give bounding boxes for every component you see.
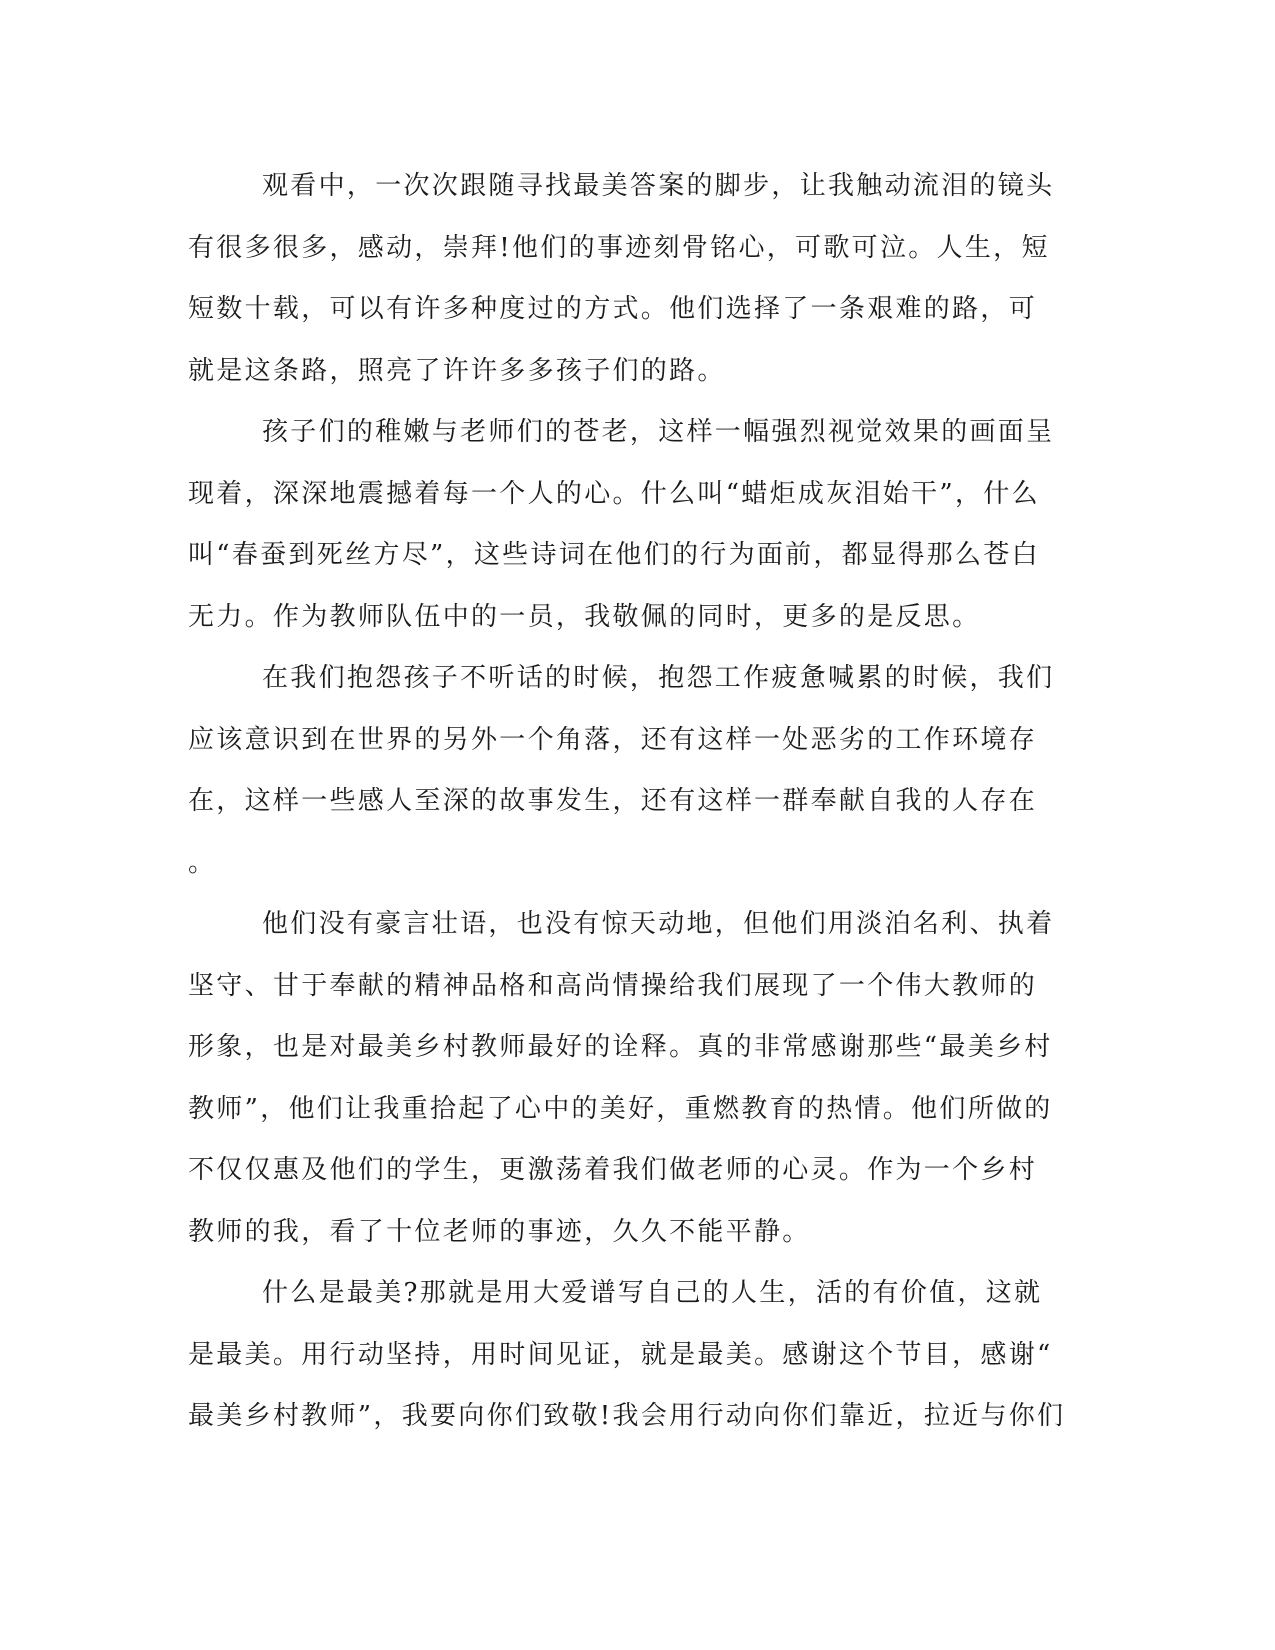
text-line: 什么是最美?那就是用大爱谱写自己的人生，活的有价值，这就 <box>262 1278 1043 1308</box>
text-line: 在我们抱怨孩子不听话的时候，抱怨工作疲惫喊累的时候，我们 <box>262 663 1055 693</box>
text-line: 教师的我，看了十位老师的事迹，久久不能平静。 <box>188 1216 811 1247</box>
text-line: 就是这条路，照亮了许许多多孩子们的路。 <box>188 355 726 386</box>
text-line: 坚守、甘于奉献的精神品格和高尚情操给我们展现了一个伟大教师的 <box>188 970 1038 1001</box>
text-line: 在，这样一些感人至深的故事发生，还有这样一群奉献自我的人存在 <box>188 786 1038 816</box>
document-body <box>188 156 1073 1448</box>
text-line: 不仅仅惠及他们的学生，更激荡着我们做老师的心灵。作为一个乡村 <box>188 1155 1038 1185</box>
text-line: 形象，也是对最美乡村教师最好的诠释。真的非常感谢那些“最美乡村 <box>188 1032 1053 1062</box>
text-line: 孩子们的稚嫩与老师们的苍老，这样一幅强烈视觉效果的画面呈 <box>262 417 1055 447</box>
text-line: 有很多很多，感动，崇拜!他们的事迹刻骨铭心，可歌可泣。人生，短 <box>188 232 1050 263</box>
text-line: 叫“春蚕到死丝方尽”，这些诗词在他们的行为面前，都显得那么苍白 <box>188 540 1040 570</box>
text-line: 短数十载，可以有许多种度过的方式。他们选择了一条艰难的路，可 <box>188 294 1038 324</box>
text-line: 应该意识到在世界的另外一个角落，还有这样一处恶劣的工作环境存 <box>188 724 1038 755</box>
text-line: 是最美。用行动坚持，用时间见证，就是最美。感谢这个节目，感谢“ <box>188 1339 1053 1370</box>
text-line: 他们没有豪言壮语，也没有惊天动地，但他们用淡泊名利、执着 <box>262 909 1055 939</box>
text-line: 最美乡村教师”，我要向你们致敬!我会用行动向你们靠近，拉近与你们 <box>188 1401 1066 1431</box>
text-line: 无力。作为教师队伍中的一员，我敬佩的同时，更多的是反思。 <box>188 601 981 632</box>
text-line: 观看中，一次次跟随寻找最美答案的脚步，让我触动流泪的镜头 <box>262 171 1055 201</box>
text-line: 。 <box>188 847 217 878</box>
text-line: 教师”，他们让我重拾起了心中的美好，重燃教育的热情。他们所做的 <box>188 1093 1053 1124</box>
text-line: 现着，深深地震撼着每一个人的心。什么叫“蜡炬成灰泪始干”，什么 <box>188 478 1040 509</box>
